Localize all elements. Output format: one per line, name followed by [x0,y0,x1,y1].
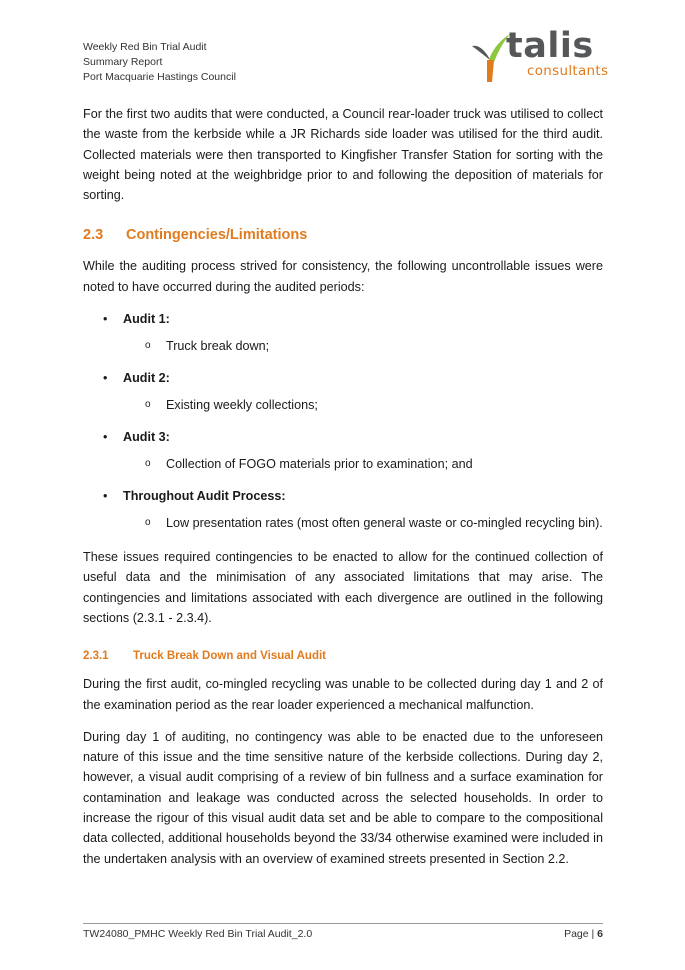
subsection-number: 2.3.1 [83,650,109,663]
header-title: Weekly Red Bin Trial Audit [83,41,207,53]
subsection-heading [83,650,603,662]
sub-bullet-text: Collection of FOGO materials prior to examination; and [166,457,473,472]
list-item [83,427,603,474]
bullet-icon: • [103,489,108,504]
list-item [83,486,603,533]
footer-document-id: TW24080_PMHC Weekly Red Bin Trial Audit_2.0 [83,928,313,940]
running-header [83,40,236,85]
bullet-label: Throughout Audit Process: [123,489,286,504]
list-item [83,368,603,415]
limitations-list [83,309,603,533]
subsection-title: Truck Break Down and Visual Audit [133,650,326,663]
sub-bullet-item [83,395,603,415]
sub-bullet-text: Low presentation rates (most often general waste or co-mingled recycling bin). [166,516,603,531]
bullet-icon: • [103,430,108,445]
footer-divider [83,923,603,924]
sub-bullet-item [83,513,603,533]
logo-wordmark: talis [506,26,594,66]
circle-bullet-icon: o [145,517,151,529]
header-client: Port Macquarie Hastings Council [83,71,236,83]
contingencies-paragraph: These issues required contingencies to be enacted to allow for the continued collection of useful data and the minimisation of any associated limitations that may arise. The contingencies and limitations associated with each divergence are outlined in the following sections (2.3.1 - 2.3.4). [83,550,603,625]
bullet-item [83,368,603,388]
truck-paragraph: During the first audit, co-mingled recycling was unable to be collected during day 1 and 2 of the examination period as the rear loader experienced a mechanical malfunction. [83,677,603,712]
circle-bullet-icon: o [145,458,151,470]
talis-logo [470,26,610,84]
visual-audit-paragraph: During day 1 of auditing, no contingency was able to be enacted due to the unforeseen nature of this issue and the time sensitive nature of the kerbside collections. During day 2, however, a visual audit comprising of a review of bin fullness and a surface examination for contamination and leakage was conducted across the selected households. In order to increase the rigour of this visual audit data set and be able to compare to the compositional data collected, additional households beyond the 33/34 otherwise examined were included in the undertaken analysis with an overview of examined streets presented in Section 2.2. [83,729,603,866]
circle-bullet-icon: o [145,340,151,352]
section-intro-paragraph: While the auditing process strived for consistency, the following uncontrollable issues were noted to have occurred during the audited periods: [83,259,603,294]
section-heading [83,227,603,243]
bullet-icon: • [103,371,108,386]
logo-subtitle: consultants [527,63,609,79]
footer-page-number [564,928,603,940]
bullet-label: Audit 3: [123,430,170,445]
bullet-item [83,486,603,506]
bullet-icon: • [103,312,108,327]
page-number: 6 [597,928,603,940]
sub-bullet-item [83,336,603,356]
bullet-label: Audit 2: [123,371,170,386]
sub-bullet-text: Truck break down; [166,339,270,354]
bullet-label: Audit 1: [123,312,170,327]
intro-paragraph: For the first two audits that were conducted, a Council rear-loader truck was utilised to collect the waste from the kerbside while a JR Richards side loader was utilised for the third audit. Collected materials were then transported to Kingfisher Transfer Station for sorting with the weight being noted at the weighbridge prior to and following the deposition of materials for sorting. [83,107,603,203]
circle-bullet-icon: o [145,399,151,411]
bullet-item [83,427,603,447]
list-item [83,309,603,356]
section-title: Contingencies/Limitations [126,227,308,244]
sub-bullet-text: Existing weekly collections; [166,398,318,413]
page-label: Page | [564,928,598,940]
sub-bullet-item [83,454,603,474]
page-content [83,104,603,869]
bullet-item [83,309,603,329]
header-subtitle: Summary Report [83,56,163,68]
section-number: 2.3 [83,227,104,244]
talis-y-logo-icon [470,32,510,84]
